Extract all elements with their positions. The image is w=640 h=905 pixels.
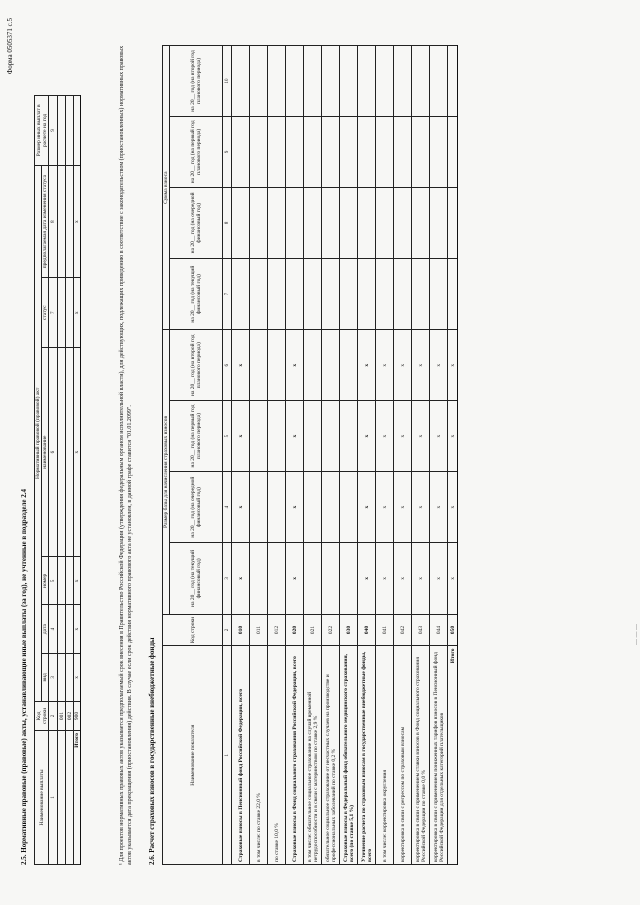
- row-cell: [430, 116, 448, 187]
- table-row: [58, 96, 66, 865]
- row-cell: [340, 116, 358, 187]
- total-size-cell: [74, 96, 81, 166]
- row-name: корректировка в связи с регрессом по страховым взносам: [394, 646, 412, 865]
- row-cell: [66, 165, 74, 278]
- table-row: [412, 46, 430, 865]
- col-date-header: дата: [42, 605, 49, 653]
- col-code-header: Код строки: [35, 701, 49, 730]
- total-code: 900: [74, 701, 81, 730]
- row-cell: [232, 116, 250, 187]
- column-number: 9: [223, 116, 232, 187]
- table-row: [358, 46, 376, 865]
- row-code: 042: [394, 614, 412, 646]
- col-name-header: Наименование выплаты: [35, 730, 49, 864]
- column-number: 7: [223, 259, 232, 330]
- year-header: на 20__ год (на первый год планового периода): [170, 401, 223, 472]
- row-cell: [250, 401, 268, 472]
- table-row: [394, 46, 412, 865]
- row-cell: [322, 187, 340, 258]
- row-cell: x: [232, 330, 250, 401]
- row-code: 012: [268, 614, 286, 646]
- row-cell: [58, 557, 66, 605]
- row-cell: [268, 401, 286, 472]
- row-code: 021: [304, 614, 322, 646]
- column-number: 5: [49, 557, 58, 605]
- table-row: [250, 46, 268, 865]
- year-header: на 20__ год (на текущий финансовый год): [170, 543, 223, 614]
- column-number: 1: [223, 646, 232, 865]
- row-cell: [66, 557, 74, 605]
- column-number: 4: [223, 471, 232, 542]
- column-number: 3: [49, 653, 58, 701]
- row-code: 020: [286, 614, 304, 646]
- row-cell: x: [394, 543, 412, 614]
- row-cell: [232, 259, 250, 330]
- col-base-header: Размер базы для начисления страховых взносов: [163, 330, 170, 614]
- row-cell: x: [376, 330, 394, 401]
- row-code: 002: [66, 701, 74, 730]
- year-header: на 20__ год (на второй год планового периода): [170, 46, 223, 117]
- row-cell: x: [286, 471, 304, 542]
- row-cell: x: [358, 471, 376, 542]
- total-label: Итого: [448, 646, 458, 865]
- row-cell: [304, 543, 322, 614]
- column-number: 9: [49, 96, 58, 166]
- row-cell: x: [412, 543, 430, 614]
- row-cell: x: [412, 401, 430, 472]
- row-code: 001: [58, 701, 66, 730]
- row-cell: [250, 116, 268, 187]
- row-cell: [268, 543, 286, 614]
- column-number: 8: [223, 187, 232, 258]
- row-cell: x: [358, 330, 376, 401]
- row-code: 011: [250, 614, 268, 646]
- row-cell: x: [430, 401, 448, 472]
- row-cell: [66, 278, 74, 348]
- col-size-header: Размер иных выплат в расчете на год: [35, 96, 49, 166]
- column-number: 1: [49, 730, 58, 864]
- col-vid-header: вид: [42, 653, 49, 701]
- row-name: Страховые взносы в Фонд социального страхования Российской Федерации, всего: [286, 646, 304, 865]
- col-name-header: Наименование показателя: [163, 646, 223, 865]
- row-cell: x: [232, 471, 250, 542]
- row-cell: [66, 653, 74, 701]
- column-number: 2: [49, 701, 58, 730]
- row-cell: x: [430, 330, 448, 401]
- column-number: 5: [223, 401, 232, 472]
- row-cell: [304, 471, 322, 542]
- total-cell: [448, 187, 458, 258]
- row-cell: x: [430, 543, 448, 614]
- row-cell: [268, 330, 286, 401]
- row-cell: [394, 259, 412, 330]
- row-cell: [304, 187, 322, 258]
- row-name: в том числе: по ставке 22,0 %: [250, 646, 268, 865]
- column-number: 7: [49, 278, 58, 348]
- row-cell: [394, 46, 412, 117]
- row-cell: [58, 605, 66, 653]
- section-2-5-title: 2.5. Нормативные правовые (правовые) акты, устанавливающие иные выплаты (за год), не учтенные в подразделе 2.4: [20, 488, 28, 865]
- row-name: Уточнение расчета по страховым взносам в государственные внебюджетные фонды, всего: [358, 646, 376, 865]
- row-cell: [66, 96, 74, 166]
- total-cell: [448, 116, 458, 187]
- table-row: [268, 46, 286, 865]
- row-name: [66, 730, 74, 864]
- row-cell: x: [394, 401, 412, 472]
- row-cell: [250, 46, 268, 117]
- row-cell: [232, 187, 250, 258]
- row-cell: [322, 471, 340, 542]
- row-cell: [340, 401, 358, 472]
- row-cell: [286, 259, 304, 330]
- row-cell: [412, 46, 430, 117]
- row-name: Страховые взносы в Пенсионный фонд Российской Федерации, всего: [232, 646, 250, 865]
- table-row: [340, 46, 358, 865]
- total-cell: x: [448, 543, 458, 614]
- row-cell: [268, 471, 286, 542]
- row-code: 022: [322, 614, 340, 646]
- year-header: на 20__ год (на очередной финансовый год): [170, 187, 223, 258]
- year-header: на 20__ год (на первый год планового периода): [170, 116, 223, 187]
- row-code: 030: [340, 614, 358, 646]
- row-cell: [376, 187, 394, 258]
- col-npa-header: Нормативный правовой (правовой) акт: [35, 165, 42, 701]
- row-cell: [66, 605, 74, 653]
- row-cell: [358, 259, 376, 330]
- table-row: [66, 96, 74, 865]
- total-cell: x: [74, 557, 81, 605]
- row-cell: [58, 96, 66, 166]
- row-cell: [358, 187, 376, 258]
- row-cell: [286, 187, 304, 258]
- row-cell: [340, 543, 358, 614]
- row-cell: [286, 116, 304, 187]
- year-header: на 20__ год (на текущий финансовый год): [170, 259, 223, 330]
- row-cell: [430, 46, 448, 117]
- row-cell: [58, 278, 66, 348]
- row-name: Страховые взносы в Федеральный фонд обязательного медицинского страхования, всего (по ставке 5,1 %): [340, 646, 358, 865]
- section-2-6-table: [162, 45, 458, 865]
- row-cell: x: [412, 471, 430, 542]
- row-code: 010: [232, 614, 250, 646]
- row-cell: [358, 116, 376, 187]
- row-cell: [250, 259, 268, 330]
- row-cell: [412, 116, 430, 187]
- total-cell: x: [448, 330, 458, 401]
- total-row: [448, 46, 458, 865]
- table-row: [376, 46, 394, 865]
- column-number: 6: [223, 330, 232, 401]
- row-code: 040: [358, 614, 376, 646]
- row-cell: x: [394, 471, 412, 542]
- row-cell: x: [286, 543, 304, 614]
- column-number: 3: [223, 543, 232, 614]
- col-naim-header: наименование: [42, 348, 49, 557]
- row-cell: x: [358, 543, 376, 614]
- row-cell: [376, 46, 394, 117]
- row-name: в том числе: корректировка округления: [376, 646, 394, 865]
- row-cell: [250, 187, 268, 258]
- row-code: 044: [430, 614, 448, 646]
- row-cell: x: [358, 401, 376, 472]
- row-cell: x: [412, 330, 430, 401]
- column-number: 4: [49, 605, 58, 653]
- section-2-5-table: [34, 95, 81, 865]
- row-cell: x: [286, 330, 304, 401]
- row-cell: [58, 653, 66, 701]
- row-cell: [304, 116, 322, 187]
- column-number: 2: [223, 614, 232, 646]
- row-cell: [268, 187, 286, 258]
- total-cell: [448, 259, 458, 330]
- col-sum-header: Сумма взноса: [163, 46, 170, 330]
- row-cell: [340, 471, 358, 542]
- row-cell: [358, 46, 376, 117]
- row-cell: [430, 259, 448, 330]
- row-cell: [322, 259, 340, 330]
- year-header: на 20__ год (на второй год планового периода): [170, 330, 223, 401]
- row-cell: [340, 187, 358, 258]
- total-cell: x: [74, 278, 81, 348]
- col-number-header: номер: [42, 557, 49, 605]
- page-edge-mark: — — —: [634, 624, 640, 645]
- row-name: по ставке 10,0 %: [268, 646, 286, 865]
- row-cell: [430, 187, 448, 258]
- row-cell: x: [376, 471, 394, 542]
- column-number-row: [223, 46, 232, 865]
- row-cell: [268, 259, 286, 330]
- row-cell: [268, 116, 286, 187]
- row-cell: x: [394, 330, 412, 401]
- row-cell: x: [376, 401, 394, 472]
- total-cell: [448, 46, 458, 117]
- row-cell: [340, 330, 358, 401]
- row-cell: [250, 330, 268, 401]
- row-cell: [58, 165, 66, 278]
- row-cell: x: [232, 401, 250, 472]
- row-cell: x: [376, 543, 394, 614]
- row-cell: [322, 116, 340, 187]
- footnote: ¹ Для проектов нормативных правовых актов указывается предполагаемый срок внесения в Правительство Российской Федерации (утверждения федеральным органом исполнительной власти), для действующих, подлежащих приведению в соответствие с законодательством (приостановленных) нормативных правовых актов указывается дата прекращения (приостановления) действия. В случае если срок действия нормативного правового акта не установлен, в данной графе ставится "01.01.2099".: [119, 45, 133, 865]
- total-row: [74, 96, 81, 865]
- column-number: 10: [223, 46, 232, 117]
- table-row: [322, 46, 340, 865]
- total-cell: x: [74, 605, 81, 653]
- column-number: 6: [49, 348, 58, 557]
- row-cell: [304, 330, 322, 401]
- table-row: [304, 46, 322, 865]
- row-cell: [376, 259, 394, 330]
- row-cell: [268, 46, 286, 117]
- year-header: на 20__ год (на очередной финансовый год): [170, 471, 223, 542]
- row-cell: [250, 543, 268, 614]
- total-cell: x: [74, 348, 81, 557]
- col-code-header: Код строки: [163, 614, 223, 646]
- row-cell: [394, 187, 412, 258]
- total-cell: x: [448, 471, 458, 542]
- row-cell: [66, 348, 74, 557]
- row-cell: x: [286, 401, 304, 472]
- table-row: [232, 46, 250, 865]
- row-cell: [58, 348, 66, 557]
- col-status-header: статус: [42, 278, 49, 348]
- column-number-row: [49, 96, 58, 865]
- section-2-6-title: 2.6. Расчет страховых взносов в государственные внебюджетные фонды: [148, 637, 156, 865]
- row-name: корректировка в связи с применением пониженных тарифов взносов в Пенсионный фонд Российской Федерации для отдельных категорий плательщиков: [430, 646, 448, 865]
- row-cell: [322, 401, 340, 472]
- row-cell: x: [430, 471, 448, 542]
- total-cell: x: [74, 653, 81, 701]
- row-cell: [394, 116, 412, 187]
- table-row: [430, 46, 448, 865]
- row-name: корректировка в связи с применением ставки взносов в Фонд социального страхования Российской Федерации по ставке 0,0 %: [412, 646, 430, 865]
- row-cell: [412, 259, 430, 330]
- row-cell: [304, 259, 322, 330]
- row-cell: [250, 471, 268, 542]
- row-cell: [412, 187, 430, 258]
- row-cell: [232, 46, 250, 117]
- row-cell: [304, 46, 322, 117]
- table-row: [286, 46, 304, 865]
- row-cell: [322, 46, 340, 117]
- row-cell: [322, 543, 340, 614]
- row-code: 043: [412, 614, 430, 646]
- form-code: Форма 0505371 с.5: [6, 18, 14, 75]
- row-cell: [340, 46, 358, 117]
- row-name: в том числе: обязательное социальное страхование на случай временной нетрудоспособности и в связи с материнством по ставке 2,9 %: [304, 646, 322, 865]
- row-cell: [376, 116, 394, 187]
- row-cell: [322, 330, 340, 401]
- row-code: 041: [376, 614, 394, 646]
- column-number: 8: [49, 165, 58, 278]
- row-cell: [304, 401, 322, 472]
- total-cell: x: [74, 165, 81, 278]
- row-cell: [340, 259, 358, 330]
- row-name: [58, 730, 66, 864]
- col-status-date-header: предполагаемая дата изменения статуса: [42, 165, 49, 278]
- total-cell: x: [448, 401, 458, 472]
- row-name: обязательное социальное страхование от несчастных случаев на производстве и профессиональных заболеваний по ставке 0,2 %: [322, 646, 340, 865]
- row-cell: [286, 46, 304, 117]
- total-label: Итого: [74, 730, 81, 864]
- row-cell: x: [232, 543, 250, 614]
- total-code: 050: [448, 614, 458, 646]
